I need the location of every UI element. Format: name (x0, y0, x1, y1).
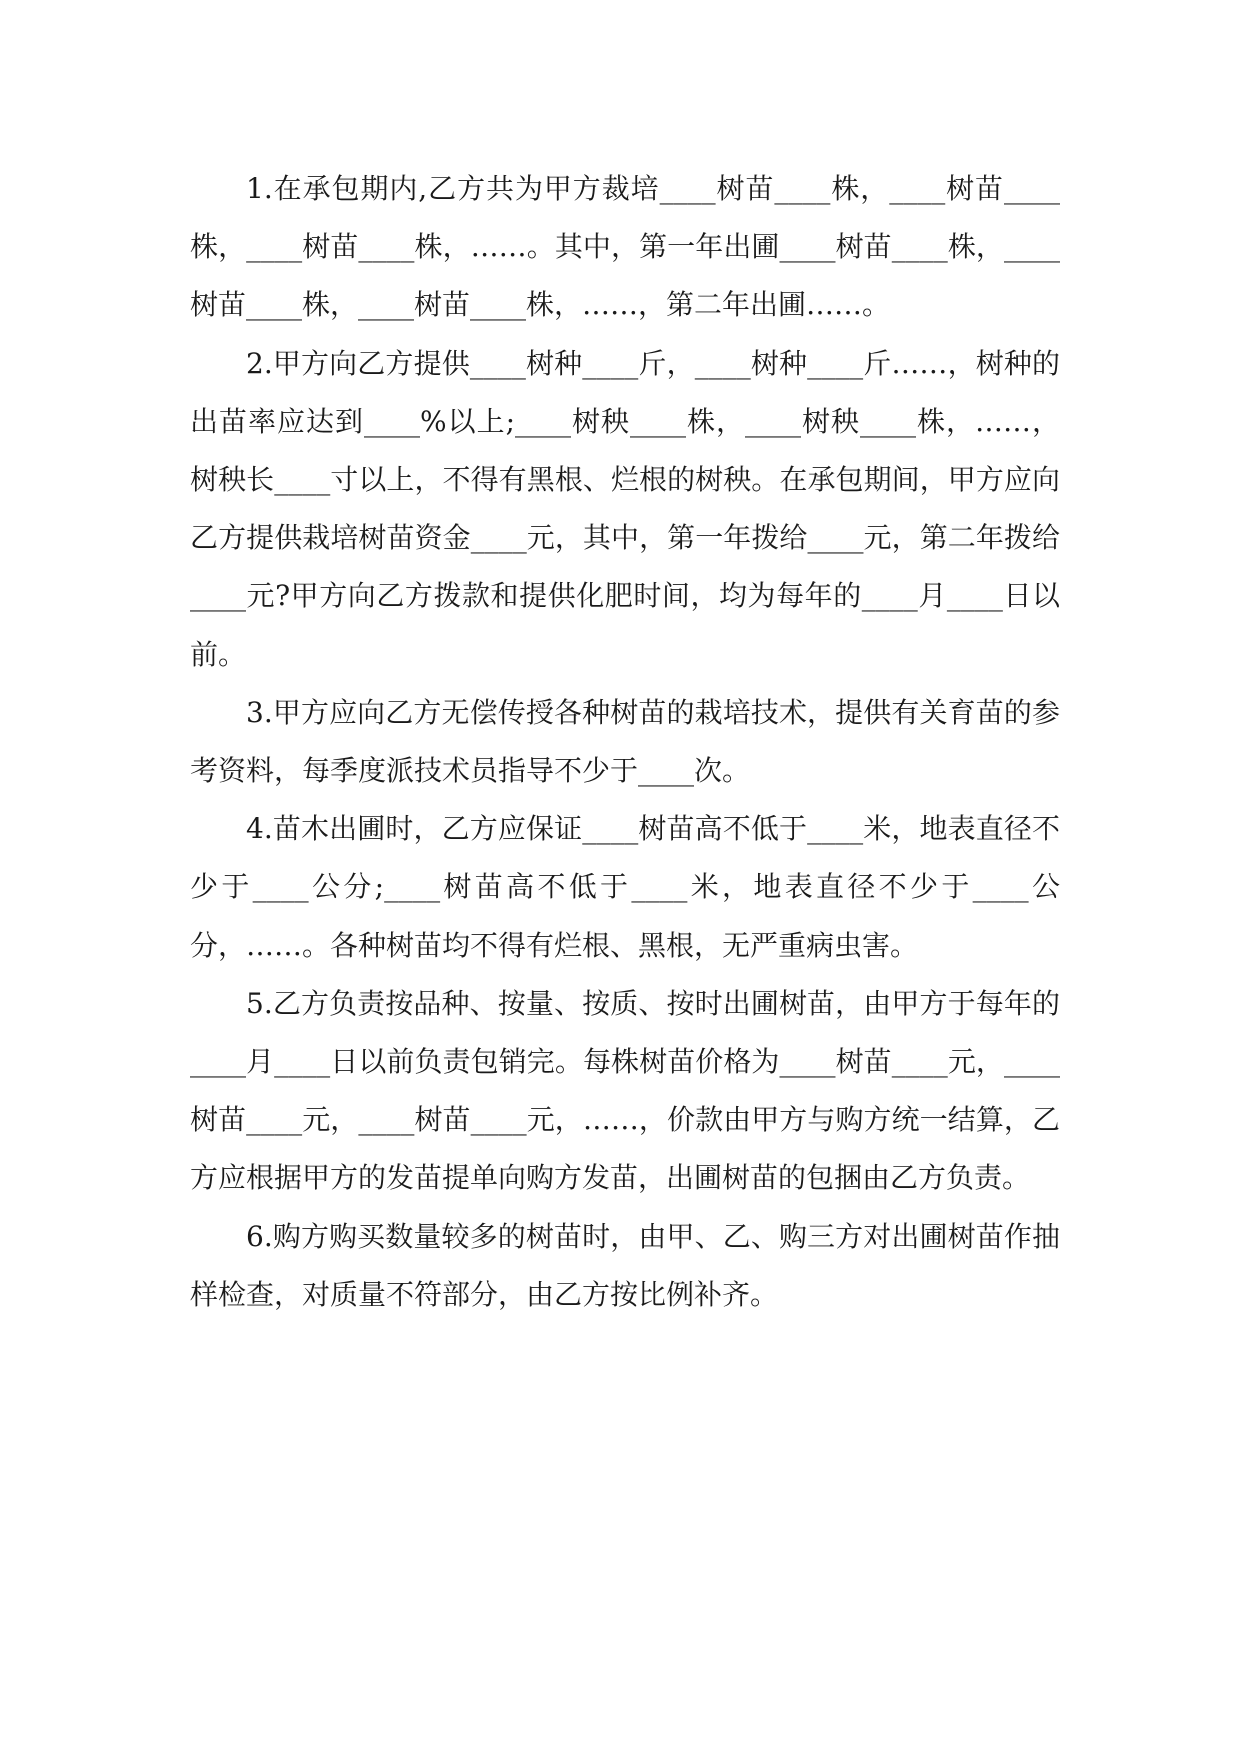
clause-1: 1.在承包期内,乙方共为甲方裁培____树苗____株，____树苗____株，____树苗____株，……。其中，第一年出圃____树苗____株，____树苗____株，____树苗____株，……，第二年出圃……。 (190, 172, 1060, 322)
clause-6: 6.购方购买数量较多的树苗时，由甲、乙、购三方对出圃树苗作抽样检查，对质量不符部分，由乙方按比例补齐。 (190, 1219, 1060, 1311)
clause-2: 2.甲方向乙方提供____树种____斤，____树种____斤……，树种的出苗率应达到____%以上;____树秧____株，____树秧____株，……，树秧长____寸以上，不得有黑根、烂根的树秧。在承包期间，甲方应向乙方提供栽培树苗资金____元，其中，第一年拨给____元，第二年拨给____元?甲方向乙方拨款和提供化肥时间，均为每年的____月____日以前。 (190, 346, 1060, 671)
clause-3: 3.甲方应向乙方无偿传授各种树苗的栽培技术，提供有关育苗的参考资料，每季度派技术员指导不少于____次。 (190, 695, 1060, 788)
document-body (190, 160, 1060, 1324)
clause-4: 4.苗木出圃时，乙方应保证____树苗高不低于____米，地表直径不少于____公分;____树苗高不低于____米，地表直径不少于____公分，……。各种树苗均不得有烂根、黑根，无严重病虫害。 (190, 812, 1060, 962)
clause-5: 5.乙方负责按品种、按量、按质、按时出圃树苗，由甲方于每年的____月____日以前负责包销完。每株树苗价格为____树苗____元，____树苗____元，____树苗____元，……，价款由甲方与购方统一结算，乙方应根据甲方的发苗提单向购方发苗，出圃树苗的包捆由乙方负责。 (190, 986, 1060, 1195)
